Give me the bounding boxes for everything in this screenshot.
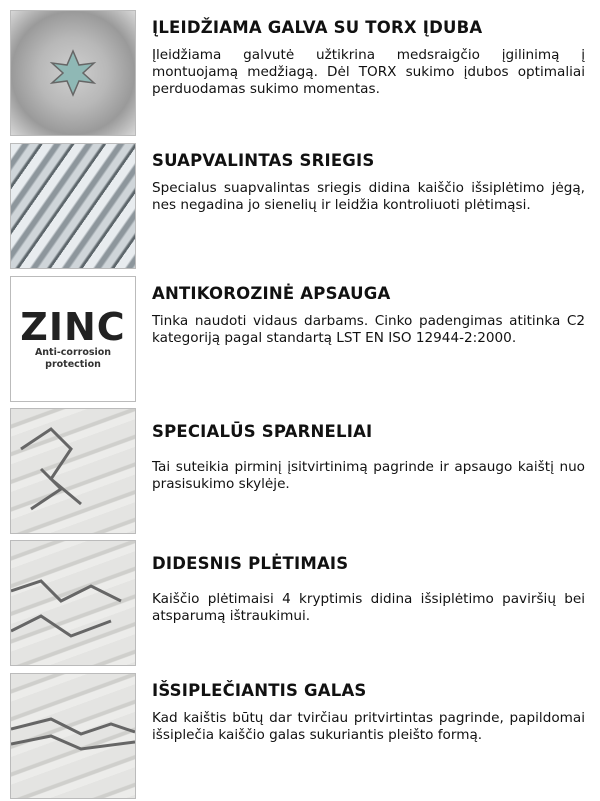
feature-torx-head	[0, 10, 600, 138]
feature-text: Tai suteikia pirminį įsitvirtinimą pagrinde ir apsaugo kaištį nuo prasisukimo skylėje.	[152, 459, 585, 492]
expansion-image	[10, 540, 136, 666]
feature-text: Įleidžiama galvutė užtikrina medsraigčio įgilinimą į montuojamą medžiagą. Dėl TORX sukimo įdubos optimaliai perduodamas sukimo momentas.	[152, 47, 585, 97]
wings-image	[10, 408, 136, 534]
torx-star-icon	[11, 11, 135, 135]
feature-title: DIDESNIS PLĖTIMAIS	[152, 554, 349, 573]
zinc-line2: protection	[45, 359, 101, 370]
feature-expanding-tip	[0, 673, 600, 801]
feature-title: IŠSIPLEČIANTIS GALAS	[152, 681, 367, 700]
feature-title: SUAPVALINTAS SRIEGIS	[152, 151, 375, 170]
zinc-label: ZINC	[20, 305, 126, 349]
feature-text: Specialus suapvalintas sriegis didina kaiščio išsiplėtimo jėgą, nes negadina jo sienelių ir leidžia kontroliuoti plėtimąsi.	[152, 180, 585, 213]
feature-anticorrosion	[0, 276, 600, 404]
feature-thread	[0, 143, 600, 271]
feature-wings	[0, 408, 600, 536]
zinc-line1: Anti-corrosion	[34, 347, 112, 358]
torx-head-image	[10, 10, 136, 136]
feature-expansion	[0, 540, 600, 668]
feature-text: Kad kaištis būtų dar tvirčiau pritvirtintas pagrinde, papildomai išsiplečia kaiščio galas sukuriantis pleišto formą.	[152, 710, 585, 743]
feature-title: SPECIALŪS SPARNELIAI	[152, 422, 373, 441]
feature-text: Kaiščio plėtimaisi 4 kryptimis didina išsiplėtimo paviršių bei atsparumą ištraukimui.	[152, 591, 585, 624]
feature-text: Tinka naudoti vidaus darbams. Cinko padengimas atitinka C2 kategoriją pagal standartą LST EN ISO 12944-2:2000.	[152, 313, 585, 346]
zinc-badge	[10, 276, 136, 402]
expanding-tip-image	[10, 673, 136, 799]
thread-image	[10, 143, 136, 269]
feature-title: ANTIKOROZINĖ APSAUGA	[152, 284, 391, 303]
feature-title: ĮLEIDŽIAMA GALVA SU TORX ĮDUBA	[152, 18, 483, 37]
